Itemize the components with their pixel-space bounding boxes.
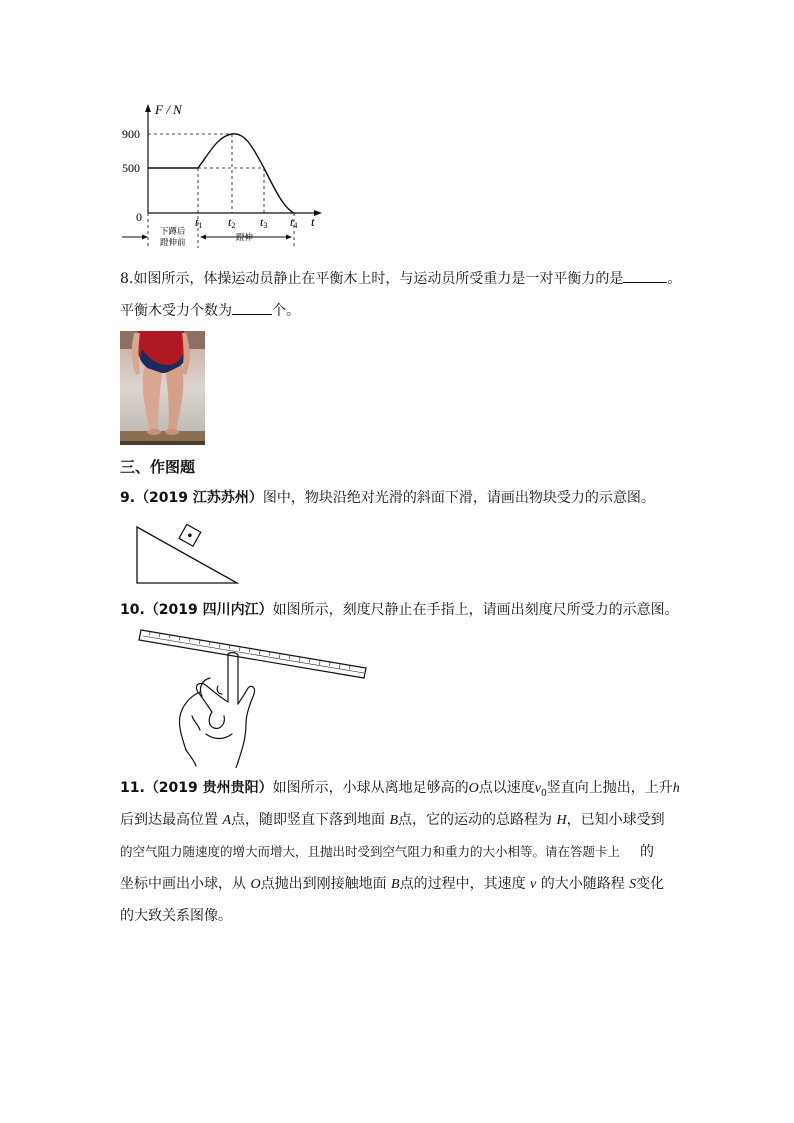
ruler [139,630,366,678]
q11-v: v [530,877,537,892]
q11-point-O: O [468,781,479,796]
q8-blank-2[interactable] [232,300,272,315]
x-tick-t2: t2 [228,215,236,230]
phase-arrow-outer-head [142,235,148,240]
incline-diagram [134,524,242,586]
q8-line2 [120,300,300,321]
q8-blank-1[interactable] [623,268,667,283]
origin-label: 0 [136,210,142,224]
q8-text-c: 平衡木受力个数为 [120,303,232,319]
q11-point-O-2: O [250,877,261,892]
q11-v0-sub: 0 [541,788,547,799]
q9-source: （2019 江苏苏州） [135,490,263,506]
q11-point-B-2: B [391,877,400,892]
phase-arrow-during-left [200,235,206,240]
phase-before-line1: 下蹲后 [160,226,186,236]
q10-text: 如图所示，刻度尺静止在手指上，请画出刻度尺所受力的示意图。 [272,602,679,618]
section-3-heading: 三、作图题 [120,458,196,476]
q11-h: h [672,781,680,796]
q11-l3-end: 的 [640,844,655,860]
x-tick-t4: t4 [290,215,298,230]
q11-l4-c: 点的过程中，其速度 [399,876,526,892]
phase-during-label: 蹬伸 [236,232,254,242]
y-axis-label: F / N [155,102,182,117]
q11-number: 11. [120,780,145,796]
q11-l3: 的空气阻力随速度的增大而增大，且抛出时受到空气阻力和重力的大小相等。请在答题卡上 [120,844,621,859]
y-axis-arrow [145,104,151,112]
x-axis-arrow [314,210,322,216]
q11-l1-a: 如图所示，小球从离地足够高的 [272,780,469,796]
q10-number: 10. [120,602,145,618]
q11-line3 [120,842,654,862]
q11-l2-c: 点，它的运动的总路程为 [398,812,553,828]
sliding-block [179,524,201,546]
q8-text-b: 。 [667,271,682,287]
q11-point-A: A [222,813,232,828]
q11-v0: v [534,781,541,796]
q11-point-B: B [389,813,399,828]
q11-H: H [556,813,567,828]
y-tick-500: 500 [122,161,140,175]
q11-l4-b: 点抛出到刚接触地面 [260,876,387,892]
x-tick-t3: t3 [260,215,268,230]
q9-number: 9. [120,490,136,506]
q9-text: 图中，物块沿绝对光滑的斜面下滑，请画出物块受力的示意图。 [262,490,655,506]
q11-l2-d: ，已知小球受到 [566,812,665,828]
q11-line1 [120,778,680,804]
phase-before-line2: 蹬伸前 [160,237,186,247]
q11-l2-b: 点，随即竖直下落到地面 [231,812,386,828]
y-tick-900: 900 [122,127,140,141]
q11-l4-d: 的大小随路程 [540,876,625,892]
q11-l1-b: 点以速度 [478,780,535,796]
q11-source: （2019 贵州贵阳） [144,780,273,796]
phase-arrow-during-right [286,235,292,240]
q11-line4 [120,874,664,895]
gymnast-photo [120,331,205,445]
hand [179,653,254,768]
q11-line2 [120,810,665,831]
q11-line5 [120,906,232,926]
q11-l5: 的大致关系图像。 [120,908,232,924]
x-axis-label: t [311,214,315,229]
q8-text-d: 个。 [272,303,300,319]
q10-line [120,600,679,620]
q11-l4-a: 坐标中画出小球，从 [120,876,246,892]
q11-l4-e: 变化 [636,876,665,892]
q8-line1 [120,268,681,289]
q11-S: S [629,877,637,892]
force-curve [148,134,294,213]
q10-source: （2019 四川内江） [144,602,273,618]
q8-text-a: 8.如图所示，体操运动员静止在平衡木上时，与运动员所受重力是一对平衡力的是 [120,271,624,287]
x-tick-t1: t1 [195,215,203,230]
q9-line [120,488,655,508]
ruler-on-finger-diagram [138,626,370,768]
q11-l2-a: 后到达最高位置 [120,812,218,828]
force-time-graph [118,100,333,252]
q11-l1-c: 竖直向上抛出，上升 [546,780,673,796]
